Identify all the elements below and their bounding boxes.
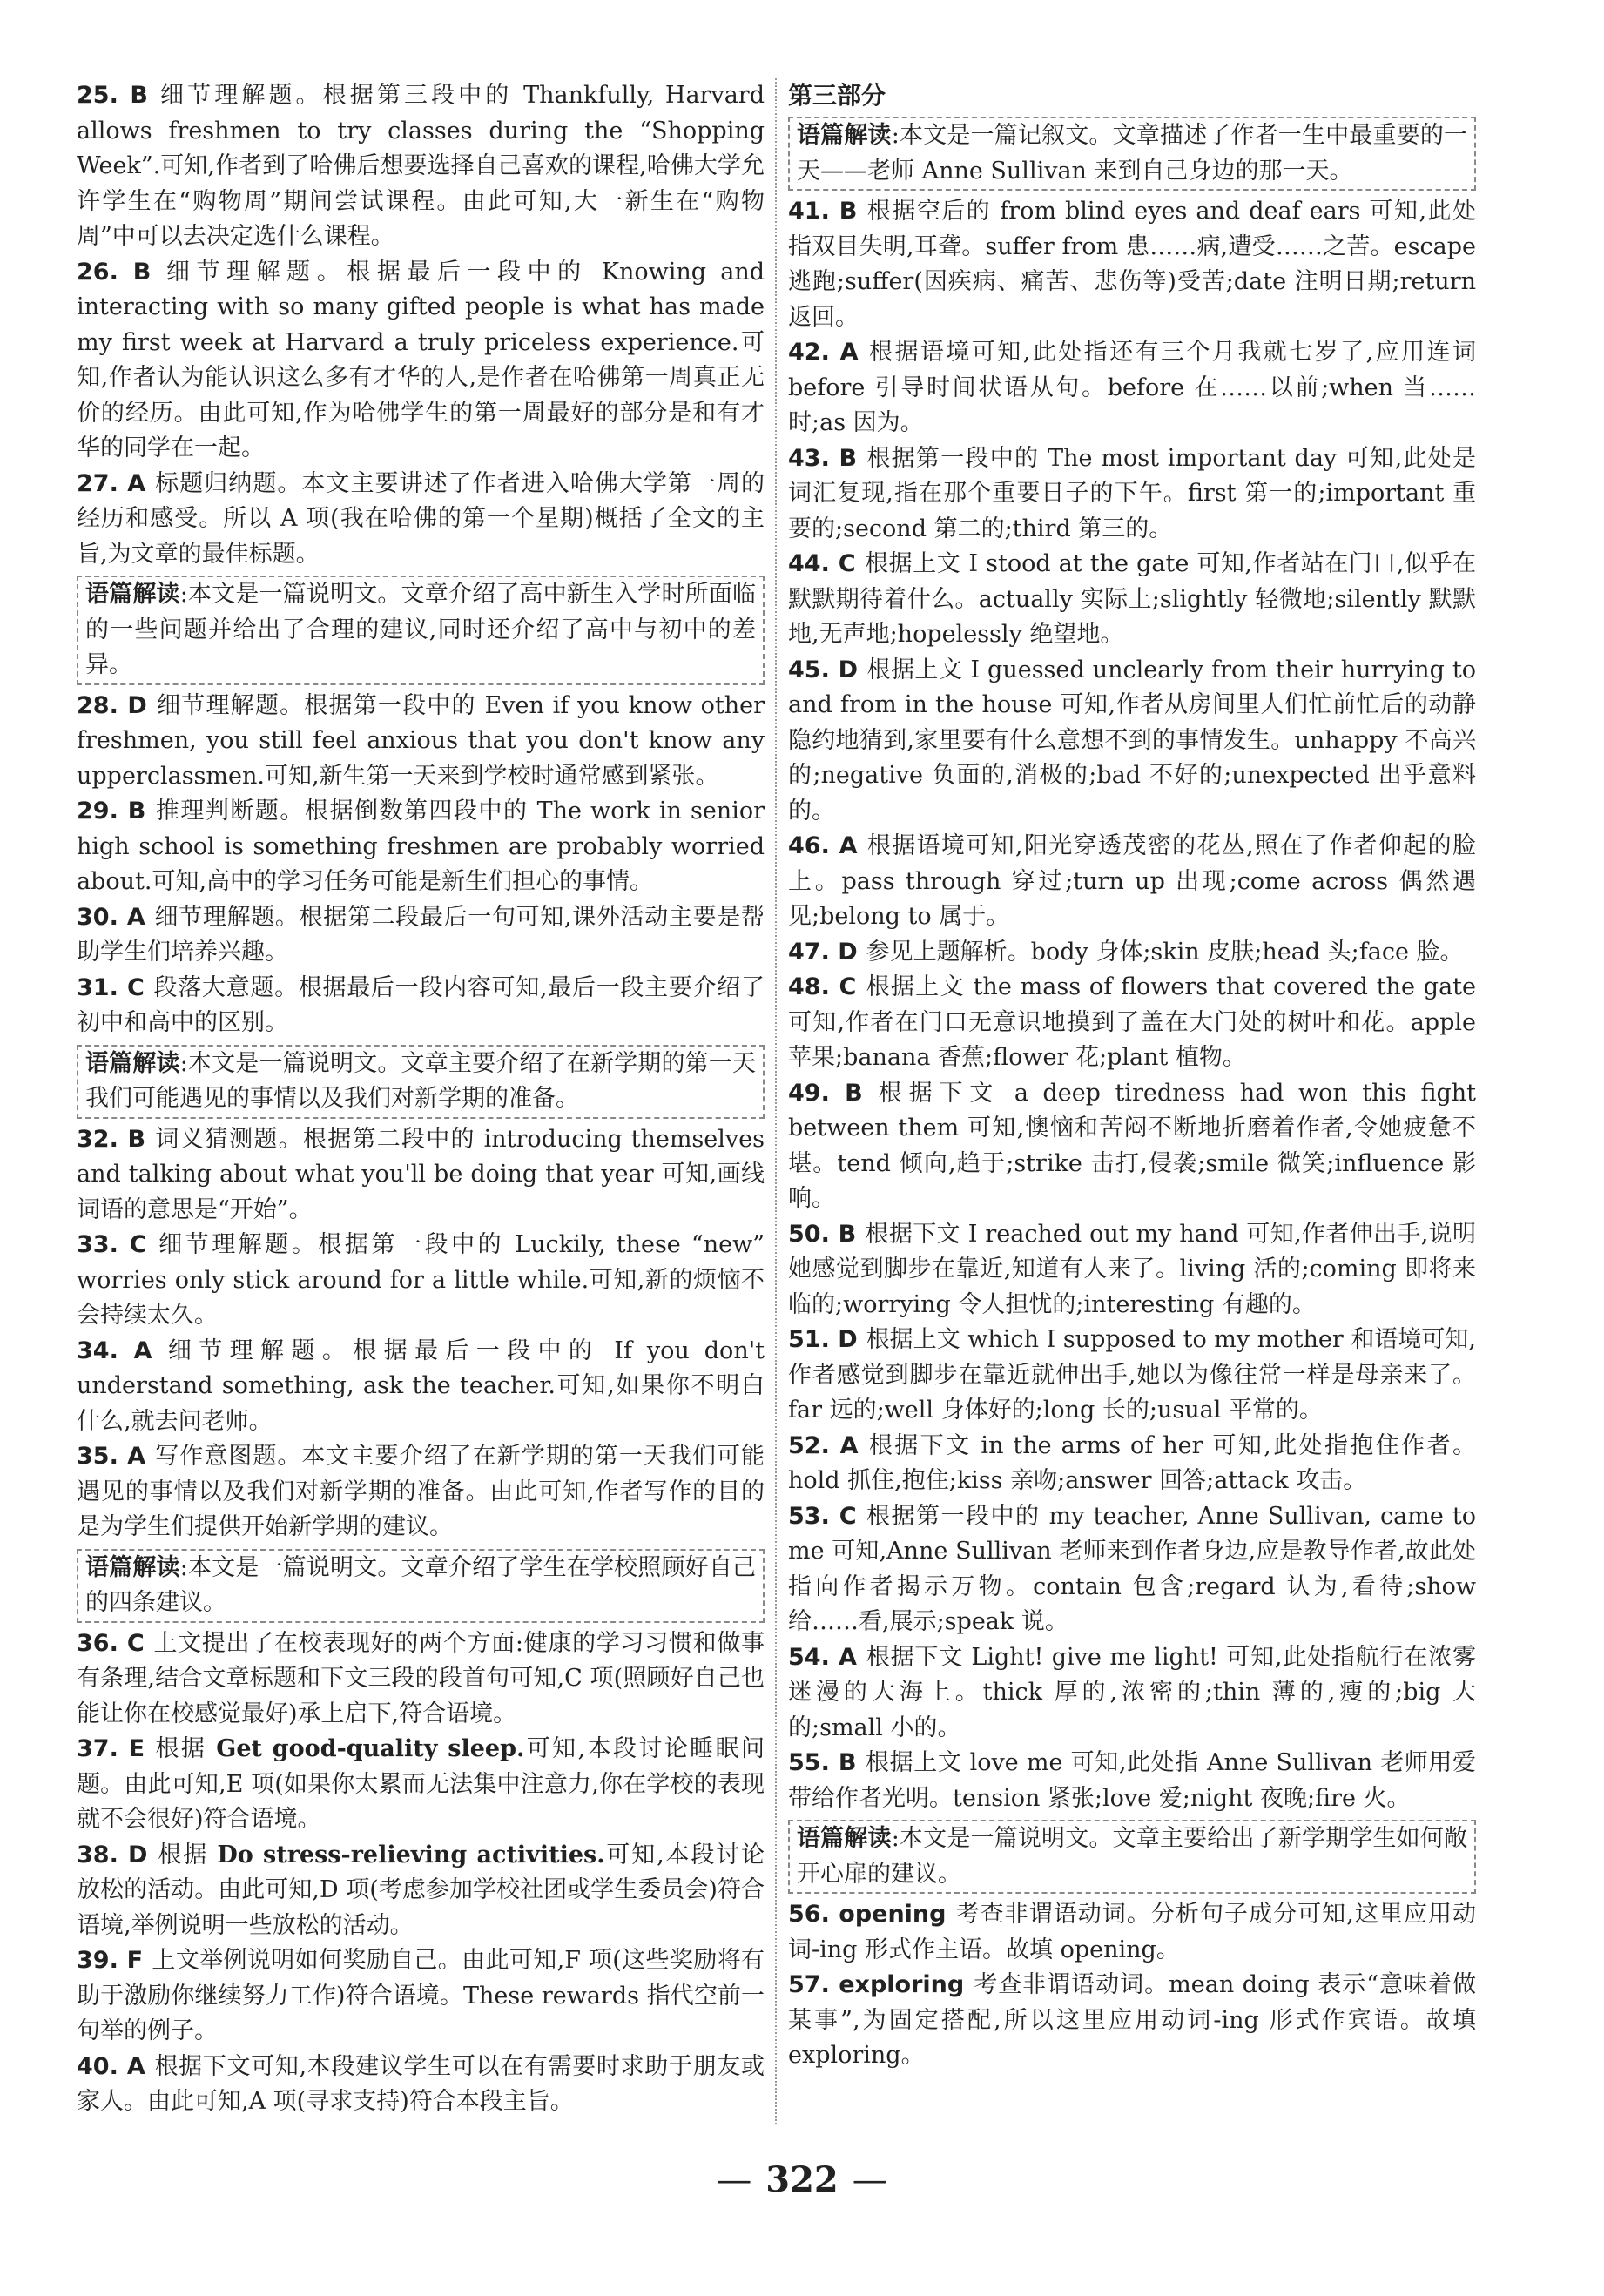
passage-summary-text: :本文是一篇说明文。文章介绍了高中新生入学时所面临的一些问题并给出了合理的建议,同时还介绍了高中与初中的差异。	[85, 581, 756, 678]
answer-key: 55. B	[788, 1749, 857, 1776]
passage-summary-box	[77, 1549, 765, 1623]
answer-key: 28. D	[77, 691, 147, 719]
passage-summary-label: 语篇解读	[85, 1049, 180, 1077]
answer-explanation: 根据第一段中的 my teacher, Anne Sullivan, came to me 可知,Anne Sullivan 老师来到作者身边,应是教导作者,故此处指向作者揭示万物。contain 包含;regard 认为,看待;show 给……看,展示;speak 说。	[788, 1502, 1476, 1635]
answer-explanation: 细节理解题。根据最后一段中的 If you don't understand something, ask the teacher.可知,如果你不明白什么,就去问老师。	[77, 1337, 765, 1435]
answer-explanation: 可知,本段讨论放松的活动。由此可知,D 项(考虑参加学校社团或学生委员会)符合语境,举例说明一些放松的活动。	[77, 1841, 765, 1939]
answer-key: 43. B	[788, 444, 858, 472]
answer-explanation: 根据语境可知,阳光穿透茂密的花丛,照在了作者仰起的脸上。pass through 穿过;turn up 出现;come across 偶然遇见;belong to 属于。	[788, 832, 1476, 930]
answer-explanation: 根据空后的 from blind eyes and deaf ears 可知,此处指双目失明,耳聋。suffer from 患……病,遭受……之苦。escape 逃跑;suffer(因疾病、痛苦、悲伤等)受苦;date 注明日期;return 返回。	[788, 198, 1477, 331]
quoted-heading: Do stress-relieving activities.	[217, 1841, 605, 1868]
answer-key: 45. D	[788, 656, 859, 683]
answer-prefix: 根据	[156, 1841, 218, 1868]
answer-key: 29. B	[77, 798, 146, 825]
answer-explanation: 根据下文 in the arms of her 可知,此处指抱住作者。hold 抓住,抱住;kiss 亲吻;answer 回答;attack 攻击。	[788, 1431, 1476, 1494]
passage-summary-box	[788, 117, 1476, 191]
answer-key: 30. A	[77, 903, 145, 931]
answer-item	[788, 1746, 1476, 1816]
answer-explanation: 参见上题解析。body 身体;skin 皮肤;head 头;face 脸。	[866, 938, 1464, 966]
passage-summary-box	[77, 1045, 765, 1119]
answer-key: 31. C	[77, 973, 145, 1001]
answer-item	[788, 970, 1476, 1076]
section-title: 第三部分	[788, 81, 886, 110]
answer-item	[77, 1732, 765, 1838]
answer-item	[77, 689, 765, 795]
answer-item	[77, 1943, 765, 2050]
answer-explanation: 推理判断题。根据倒数第四段中的 The work in senior high school is something freshmen are probably worried about.可知,高中的学习任务可能是新生们担心的事情。	[77, 798, 765, 895]
answer-explanation: 标题归纳题。本文主要讲述了作者进入哈佛大学第一周的经历和感受。所以 A 项(我在哈佛的第一个星期)概括了全文的主旨,为文章的最佳标题。	[77, 469, 765, 568]
answer-key: 47. D	[788, 938, 858, 966]
column-divider	[775, 78, 777, 2124]
answer-key: 54. A	[788, 1643, 857, 1671]
answer-key: 50. B	[788, 1220, 857, 1248]
answer-explanation: 根据下文 I reached out my hand 可知,作者伸出手,说明她感觉到脚步在靠近,知道有人来了。living 活的;coming 即将来临的;worrying 令人担忧的;interesting 有趣的。	[788, 1220, 1476, 1318]
answer-item	[788, 441, 1476, 548]
answer-explanation: 上文提出了在校表现好的两个方面:健康的学习习惯和做事有条理,结合文章标题和下文三段的段首句可知,C 项(照顾好自己也能让你在校感觉最好)承上启下,符合语境。	[77, 1629, 765, 1727]
answer-item	[77, 971, 765, 1041]
answer-explanation: 考查非谓语动词。mean doing 表示“意味着做某事”,为固定搭配,所以这里应用动词-ing 形式作宾语。故填 exploring。	[788, 1971, 1476, 2069]
answer-item	[77, 255, 765, 467]
answer-item	[788, 1217, 1476, 1323]
answer-explanation: 根据下文 Light! give me light! 可知,此处指航行在浓雾迷漫的大海上。thick 厚的,浓密的;thin 薄的,瘦的;big 大的;small 小的。	[788, 1643, 1476, 1741]
answer-item	[788, 194, 1476, 335]
answer-explanation: 根据下文 a deep tiredness had won this fight between them 可知,懊恼和苦闷不断地折磨着作者,令她疲惫不堪。tend 倾向,趋于;strike 击打,侵袭;smile 微笑;influence 影响。	[788, 1079, 1477, 1212]
answer-key: 36. C	[77, 1629, 145, 1657]
answer-item	[788, 935, 1476, 971]
passage-summary-text: :本文是一篇记叙文。文章描述了作者一生中最重要的一天——老师 Anne Sullivan 来到自己身边的那一天。	[797, 122, 1467, 185]
answer-item	[788, 829, 1476, 935]
answer-key: 26. B	[77, 258, 152, 286]
answer-key: 53. C	[788, 1502, 857, 1530]
answer-item	[788, 653, 1476, 830]
answer-key: 38. D	[77, 1841, 148, 1868]
right-column	[788, 78, 1476, 2074]
passage-summary-label: 语篇解读	[797, 1825, 892, 1852]
answer-explanation: 细节理解题。根据第三段中的 Thankfully, Harvard allows freshmen to try classes during the “Shopping Week”.可知,作者到了哈佛后想要选择自己喜欢的课程,哈佛大学允许学生在“购物周”期间尝试课程。由此可知,大一新生在“购物周”中可以去决定选什么课程。	[77, 82, 765, 250]
answer-explanation: 细节理解题。根据最后一段中的 Knowing and interacting with so many gifted people is what has made my first week at Harvard a truly priceless experience.可知,作者认为能认识这么多有才华的人,是作者在哈佛第一周真正无价的经历。由此可知,作为哈佛学生的第一周最好的部分是和有才华的同学在一起。	[77, 258, 765, 461]
passage-summary-text: :本文是一篇说明文。文章主要给出了新学期学生如何敞开心扉的建议。	[797, 1825, 1467, 1888]
answer-item	[788, 1429, 1476, 1499]
answer-item	[788, 1076, 1476, 1217]
answer-item	[77, 1439, 765, 1545]
left-column	[77, 78, 765, 2120]
answer-item	[77, 2050, 765, 2120]
answer-item	[77, 1838, 765, 1944]
answer-item	[77, 1626, 765, 1733]
answer-explanation: 根据上文 love me 可知,此处指 Anne Sullivan 老师用爱带给作者光明。tension 紧张;love 爱;night 夜晚;fire 火。	[788, 1749, 1476, 1812]
answer-explanation: 根据上文 I guessed unclearly from their hurrying to and from in the house 可知,作者从房间里人们忙前忙后的动静隐约地猜到,家里要有什么意想不到的事情发生。unhappy 不高兴的;negative 负面的,消极的;bad 不好的;unexpected 出乎意料的。	[788, 656, 1476, 825]
answer-key: 42. A	[788, 339, 859, 366]
passage-summary-label: 语篇解读	[797, 122, 892, 149]
answer-item	[77, 900, 765, 971]
answer-item	[77, 78, 765, 255]
answer-key: 32. B	[77, 1125, 146, 1153]
answer-key: 33. C	[77, 1231, 147, 1258]
answer-explanation: 根据上文 which I supposed to my mother 和语境可知,作者感觉到脚步在靠近就伸出手,她以为像往常一样是母亲来了。far 远的;well 身体好的;long 长的;usual 平常的。	[788, 1326, 1476, 1424]
answer-item	[788, 1640, 1476, 1747]
answer-key: 52. A	[788, 1431, 859, 1459]
answer-key: 49. B	[788, 1079, 863, 1107]
answer-explanation: 根据语境可知,此处指还有三个月我就七岁了,应用连词 before 引导时间状语从句。before 在……以前;when 当……时;as 因为。	[788, 339, 1476, 436]
answer-key: 27. A	[77, 469, 146, 497]
passage-summary-label: 语篇解读	[85, 1553, 180, 1581]
answer-key: 39. F	[77, 1947, 144, 1974]
answer-key: 34. A	[77, 1337, 152, 1364]
answer-explanation: 段落大意题。根据最后一段内容可知,最后一段主要介绍了初中和高中的区别。	[77, 973, 765, 1036]
answer-explanation: 考查非谓语动词。分析句子成分可知,这里应用动词-ing 形式作主语。故填 opening。	[788, 1901, 1476, 1963]
answer-explanation: 根据上文 I stood at the gate 可知,作者站在门口,似乎在默默期待着什么。actually 实际上;slightly 轻微地;silently 默默地,无声地;hopelessly 绝望地。	[788, 550, 1476, 648]
answer-explanation: 细节理解题。根据第一段中的 Even if you know other freshmen, you still feel anxious that you don't know any upperclassmen.可知,新生第一天来到学校时通常感到紧张。	[77, 691, 765, 790]
answer-key: 56. opening	[788, 1901, 947, 1928]
answer-item	[788, 547, 1476, 653]
page-number-value: 322	[765, 2159, 839, 2200]
answer-explanation: 细节理解题。根据第一段中的 Luckily, these “new” worries only stick around for a little while.可知,新的烦恼不会持续太久。	[77, 1231, 765, 1329]
quoted-heading: Get good-quality sleep.	[216, 1735, 525, 1762]
answer-key: 37. E	[77, 1735, 145, 1762]
answer-key: 41. B	[788, 198, 858, 225]
answer-key: 44. C	[788, 550, 856, 577]
passage-summary-label: 语篇解读	[85, 581, 180, 608]
answer-explanation: 根据下文可知,本段建议学生可以在有需要时求助于朋友或家人。由此可知,A 项(寻求支持)符合本段主旨。	[77, 2052, 765, 2115]
answer-item	[77, 794, 765, 900]
answer-key: 25. B	[77, 82, 148, 109]
page-number: — 322 —	[717, 2159, 887, 2200]
answer-item	[77, 1228, 765, 1334]
answer-item	[788, 335, 1476, 441]
answer-item	[788, 1968, 1476, 2074]
answer-explanation: 根据上文 the mass of flowers that covered the gate 可知,作者在门口无意识地摸到了盖在大门处的树叶和花。apple 苹果;banana 香蕉;flower 花;plant 植物。	[788, 973, 1477, 1071]
answer-explanation: 细节理解题。根据第二段最后一句可知,课外活动主要是帮助学生们培养兴趣。	[77, 903, 765, 966]
answer-key: 57. exploring	[788, 1971, 965, 1998]
answer-key: 48. C	[788, 973, 857, 1000]
answer-explanation: 写作意图题。本文主要介绍了在新学期的第一天我们可能遇见的事情以及我们对新学期的准备。由此可知,作者写作的目的是为学生们提供开始新学期的建议。	[77, 1443, 765, 1540]
answer-item	[77, 1334, 765, 1440]
answer-key: 35. A	[77, 1443, 146, 1470]
answer-key: 40. A	[77, 2052, 145, 2080]
answer-key: 51. D	[788, 1326, 858, 1353]
answer-key: 46. A	[788, 832, 858, 859]
passage-summary-text: :本文是一篇说明文。文章主要介绍了在新学期的第一天我们可能遇见的事情以及我们对新学期的准备。	[85, 1049, 756, 1112]
answer-item	[788, 1897, 1476, 1968]
answer-item	[77, 467, 765, 573]
passage-summary-box	[77, 576, 765, 685]
passage-summary-box	[788, 1820, 1476, 1894]
answer-item	[788, 1499, 1476, 1640]
answer-explanation: 可知,本段讨论睡眠问题。由此可知,E 项(如果你太累而无法集中注意力,你在学校的表现就不会很好)符合语境。	[77, 1735, 765, 1833]
answer-explanation: 上文举例说明如何奖励自己。由此可知,F 项(这些奖励将有助于激励你继续努力工作)符合语境。These rewards 指代空前一句举的例子。	[77, 1947, 765, 2044]
answer-item	[77, 1122, 765, 1229]
answer-explanation: 根据第一段中的 The most important day 可知,此处是词汇复现,指在那个重要日子的下午。first 第一的;important 重要的;second 第二的;third 第三的。	[788, 444, 1476, 542]
answer-item	[788, 1323, 1476, 1429]
passage-summary-text: :本文是一篇说明文。文章介绍了学生在学校照顾好自己的四条建议。	[85, 1553, 756, 1616]
answer-explanation: 词义猜测题。根据第二段中的 introducing themselves and talking about what you'll be doing that year 可知,画线词语的意思是“开始”。	[77, 1125, 765, 1223]
answer-prefix: 根据	[153, 1735, 217, 1762]
